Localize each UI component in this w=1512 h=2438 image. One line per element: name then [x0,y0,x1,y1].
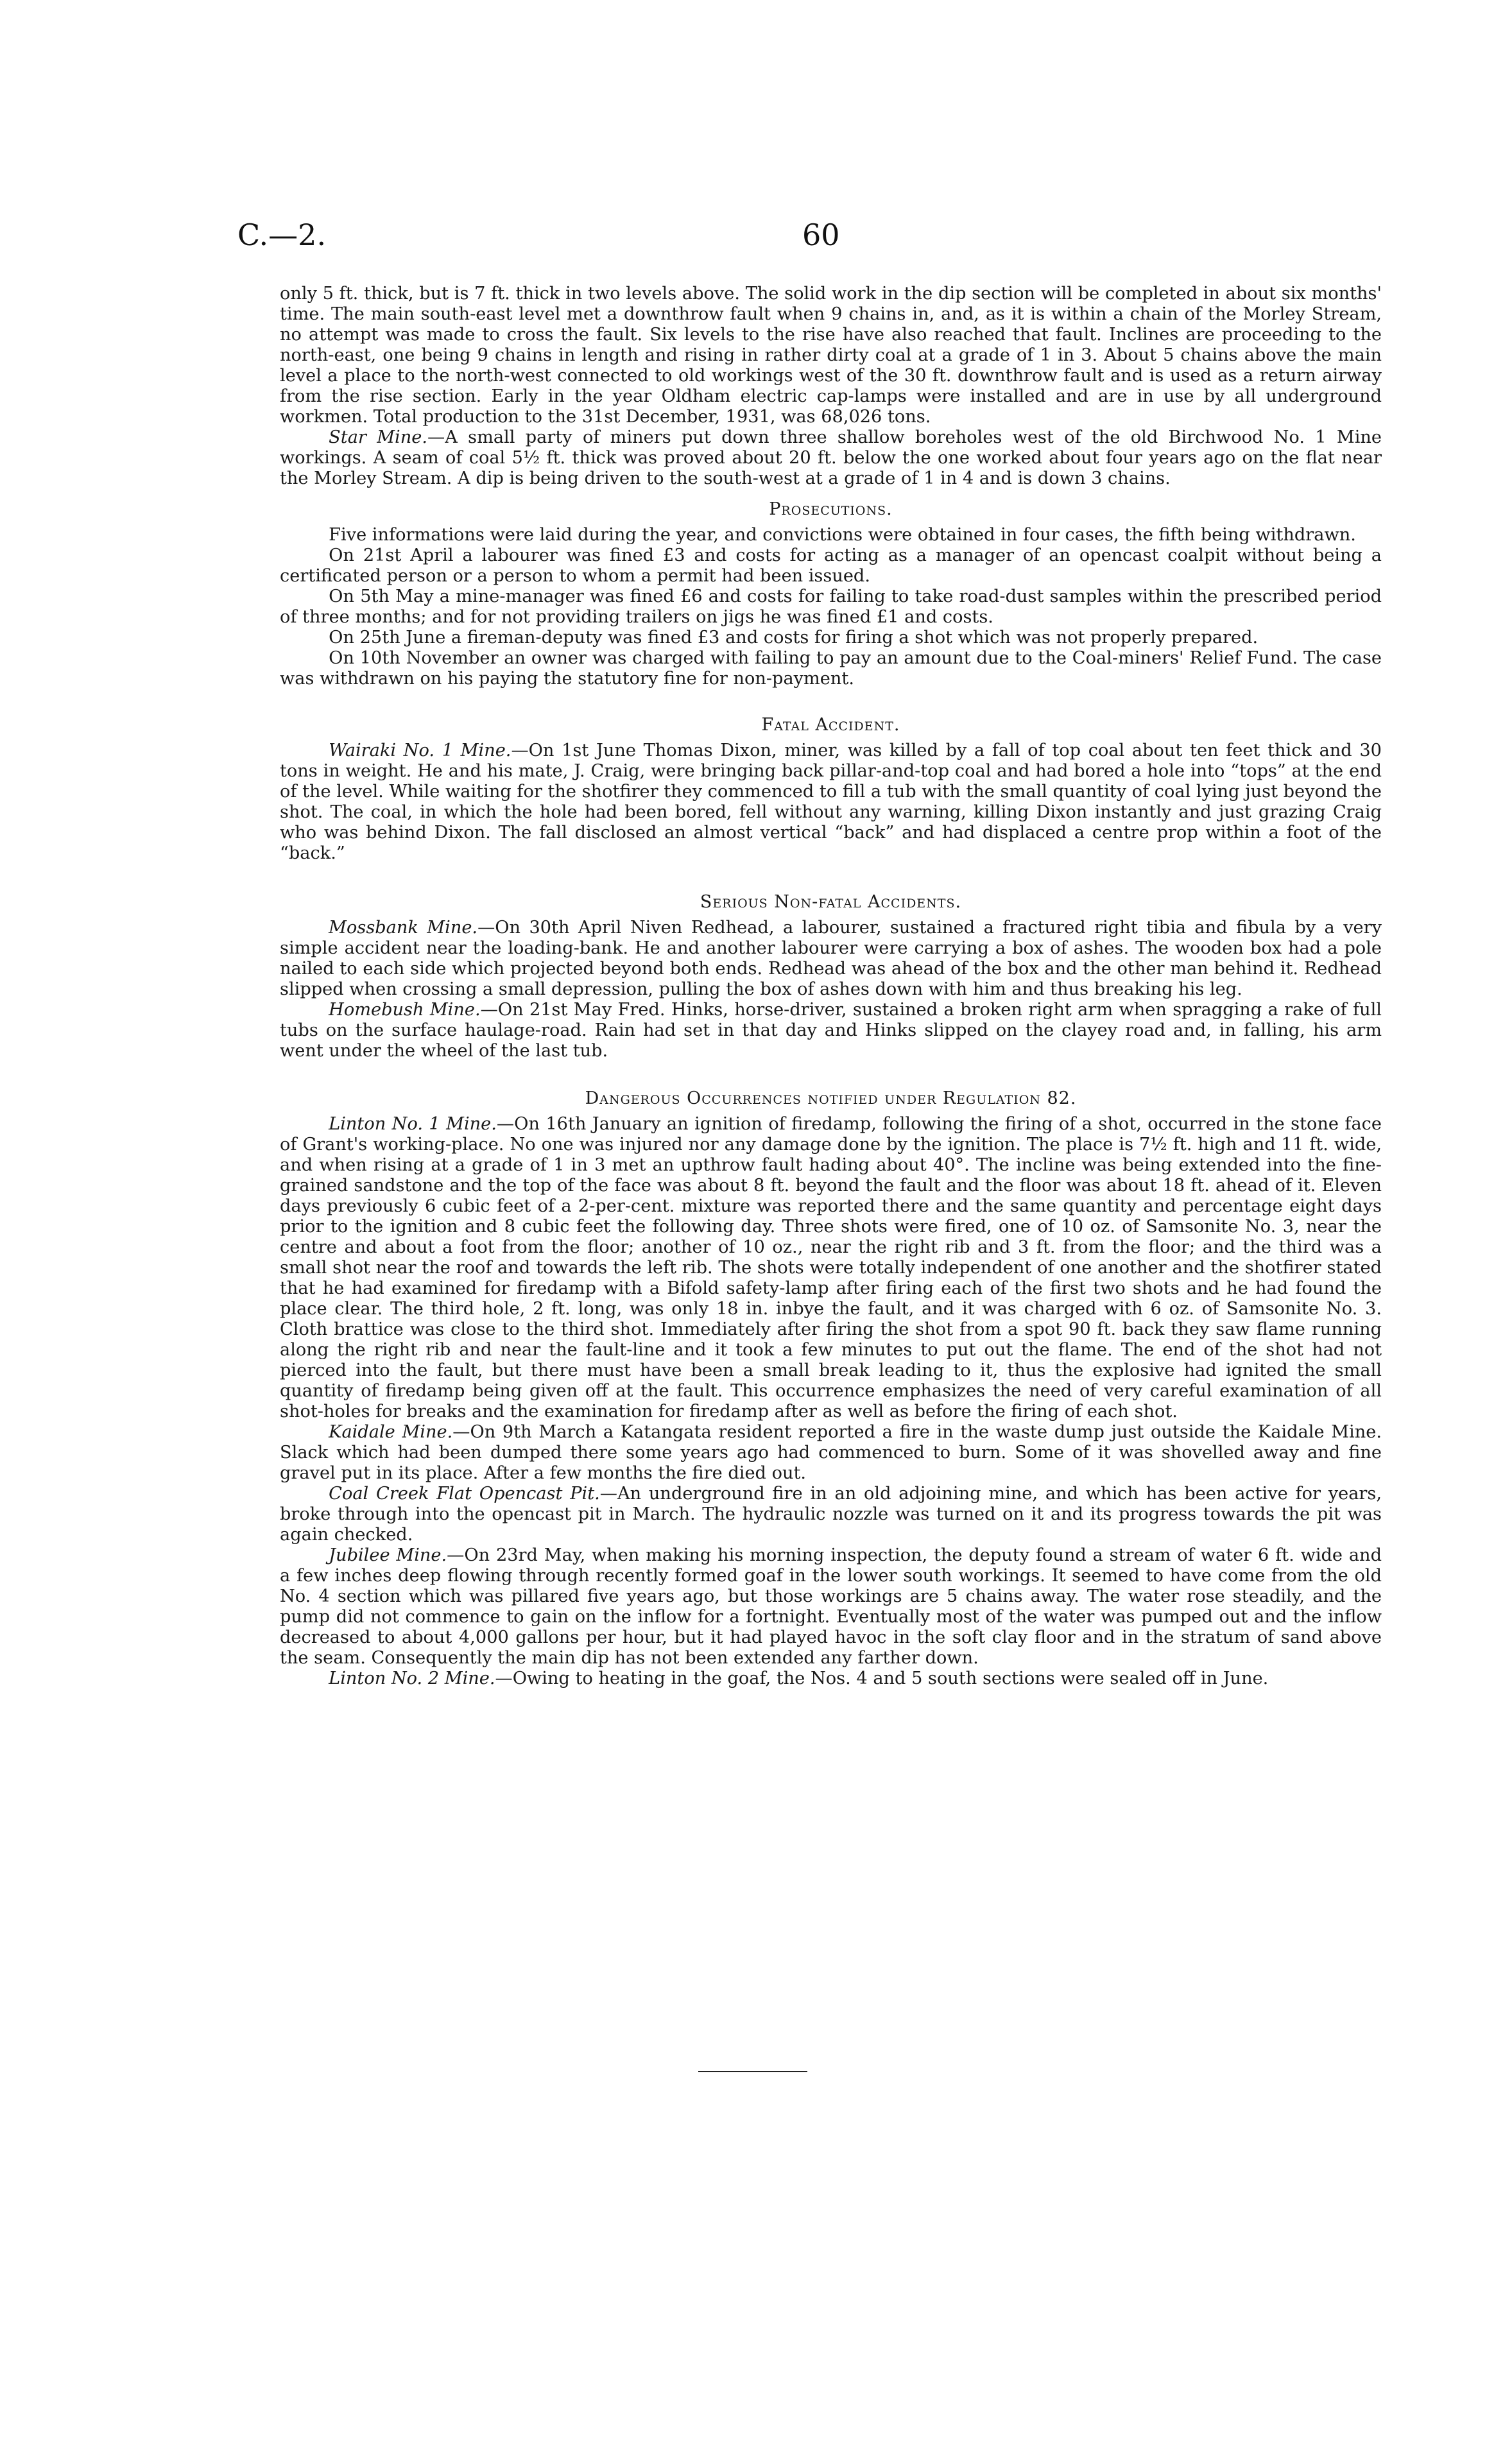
paragraph-text: —Owing to heating in the goaf, the Nos. 4 and 5 south sections were sealed off in June. [495,1669,1269,1688]
closing-rule [698,2071,807,2072]
mine-name: Linton No. 2 Mine. [329,1669,495,1688]
star-mine-paragraph [280,427,1382,489]
paragraph-text: —On 21st May Fred. Hinks, horse-driver, sustained a broken right arm when spragging a rake of full tubs on the surface haulage-road. Rain had set in that day and Hinks slipped on the clayey road and, in falling, his arm went under the wheel of the last tub. [280,1000,1382,1061]
mine-name: Homebush Mine. [329,1000,481,1020]
mine-name: Coal Creek Flat Opencast Pit. [329,1484,600,1504]
paragraph-text: —On 16th January an ignition of firedamp, following the firing of a shot, occurred in the stone face of Grant's working-place. No one was injured nor any damage done by the ignition. The place is 7½ ft. high and 11 ft. wide, and when rising at a grade of 1 in 3 met an upthrow fault hading about 40°. The incline was being extended into the fine-grained sandstone and the top of the face was about 8 ft. beyond the fault and the floor was about 18 ft. ahead of it. Eleven days previously 6 cubic feet of a 2-per-cent. mixture was reported there and the same quantity and percentage eight days prior to the ignition and 8 cubic feet the following day. Three shots were fired, one of 10 oz. of Samsonite No. 3, near the centre and about a foot from the floor; another of 10 oz., near the right rib and 3 ft. from the floor; and the third was a small shot near the roof and towards the left rib. The shots were totally independent of one another and the shotfirer stated that he had examined for firedamp with a Bifold safety-lamp after firing each of the first two shots and he had found the place clear. The third hole, 2 ft. long, was only 18 in. inbye the fault, and it was charged with 6 oz. of Samsonite No. 3. Cloth brattice was close to the third shot. Immediately after firing the shot from a spot 90 ft. back they saw flame running along the right rib and near the fault-line and it took a few minutes to put out the flame. The end of the shot had not pierced into the fault, but there must have been a small break leading to it, thus the explosive had ignited the small quantity of firedamp being given off at the fault. This occurrence emphasizes the need of very careful examination of all shot-holes for breaks and the examination for firedamp after as well as before the firing of each shot. [280,1114,1382,1421]
mine-name: Linton No. 1 Mine. [329,1114,497,1134]
section-heading-dangerous-occurrences: Dangerous Occurrences notified under Regulation 82. [585,1088,1077,1108]
paragraph-text: —On 1st June Thomas Dixon, miner, was killed by a fall of top coal about ten feet thick and 30 tons in weight. He and his mate, J. Craig, were bringing back pillar-and-top coal and had bored a hole into “tops” at the end of the level. While waiting for the shotfirer they commenced to fill a tub with the small quantity of coal lying just beyond the shot. The coal, in which the hole had been bored, fell without any warning, killing Dixon instantly and just grazing Craig who was behind Dixon. The fall disclosed an almost vertical “back” and had displaced a centre prop within a foot of the “back.” [280,741,1382,863]
prosecution-paragraph: On 21st April a labourer was fined £3 and costs for acting as a manager of an opencast coalpit without being a certificated person or a person to whom a permit had been issued. [280,545,1382,586]
paragraph-text: —On 30th April Niven Redhead, a labourer, sustained a fractured right tibia and fibula by a very simple accident near the loading-bank. He and another labourer were carrying a box of ashes. The wooden box had a pole nailed to each side which projected beyond both ends. Redhead was ahead of the box and the other man behind it. Redhead slipped when crossing a small depression, pulling the box of ashes down with him and thus breaking his leg. [280,918,1382,999]
mine-name: Jubilee Mine. [329,1545,447,1565]
prosecution-paragraph: On 5th May a mine-manager was fined £6 and costs for failing to take road-dust samples within the prescribed period of three months; and for not providing trailers on jigs he was fined £1 and costs. [280,587,1382,627]
prosecution-paragraph: On 25th June a fireman-deputy was fined £3 and costs for firing a shot which was not properly prepared. [329,628,1259,648]
serious-accident-paragraph [280,1000,1382,1061]
dangerous-occurrence-paragraph [280,1545,1382,1669]
dangerous-occurrence-paragraph [280,1484,1382,1545]
intro-paragraph: only 5 ft. thick, but is 7 ft. thick in two levels above. The solid work in the dip section will be completed in about six months' time. The main south-east level met a downthrow fault when 9 chains in, and, as it is within a chain of the Morley Stream, no attempt was made to cross the fault. Six levels to the rise have also reached that fault. Inclines are proceeding to the north-east, one being 9 chains in length and rising in rather dirty coal at a grade of 1 in 3. About 5 chains above the main level a place to the north-west connected to old workings west of the 30 ft. downthrow fault and is used as a return airway from the rise section. Early in the year Oldham electric cap-lamps were installed and are in use by all underground workmen. Total production to the 31st December, 1931, was 68,026 tons. [280,284,1382,427]
dangerous-occurrence-paragraph [280,1114,1382,1422]
mine-name: Mossbank Mine. [329,918,478,938]
mine-name: Wairaki No. 1 Mine. [329,741,511,760]
section-heading-fatal-accident: Fatal Accident. [761,715,900,735]
paragraph-text: —A small party of miners put down three shallow boreholes west of the old Birchwood No. 1 Mine workings. A seam of coal 5½ ft. thick was proved about 20 ft. below the one worked about four years ago on the flat near the Morley Stream. A dip is being driven to the south-west at a grade of 1 in 4 and is down 3 chains. [280,427,1382,488]
mine-name: Star Mine. [329,427,427,447]
dangerous-occurrence-paragraph [280,1669,1382,1689]
serious-accident-paragraph [280,918,1382,1000]
mine-name: Kaidale Mine. [329,1422,453,1442]
dangerous-occurrence-paragraph [280,1422,1382,1484]
prosecution-paragraph: On 10th November an owner was charged with failing to pay an amount due to the Coal-miners' Relief Fund. The case was withdrawn on his paying the statutory fine for non-payment. [280,648,1382,689]
page-number: 60 [802,218,840,252]
paragraph-text: —On 23rd May, when making his morning inspection, the deputy found a stream of water 6 ft. wide and a few inches deep flowing through recently formed goaf in the lower south workings. It seemed to have come from the old No. 4 section which was pillared five years ago, but those workings are 5 chains away. The water rose steadily, and the pump did not commence to gain on the inflow for a fortnight. Eventually most of the water was pumped out and the inflow decreased to about 4,000 gallons per hour, but it had played havoc in the soft clay floor and in the stratum of sand above the seam. Consequently the main dip has not been extended any farther down. [280,1545,1382,1668]
section-heading-serious-accidents: Serious Non-fatal Accidents. [700,892,962,912]
section-heading-prosecutions: Prosecutions. [769,499,893,519]
document-body [280,284,1382,1689]
section-code: C.—2. [237,218,327,252]
paragraph-text: —On 9th March a Katangata resident reported a fire in the waste dump just outside the Kaidale Mine. Slack which had been dumped there some years ago had commenced to burn. Some of it was shovelled away and fine gravel put in its place. After a few months the fire died out. [280,1422,1382,1483]
prosecution-paragraph: Five informations were laid during the year, and convictions were obtained in four cases, the fifth being withdrawn. [329,525,1356,545]
fatal-accident-paragraph [280,741,1382,864]
paragraph-text: —An underground fire in an old adjoining mine, and which has been active for years, broke through into the opencast pit in March. The hydraulic nozzle was turned on it and its progress towards the pit was again checked. [280,1484,1382,1545]
